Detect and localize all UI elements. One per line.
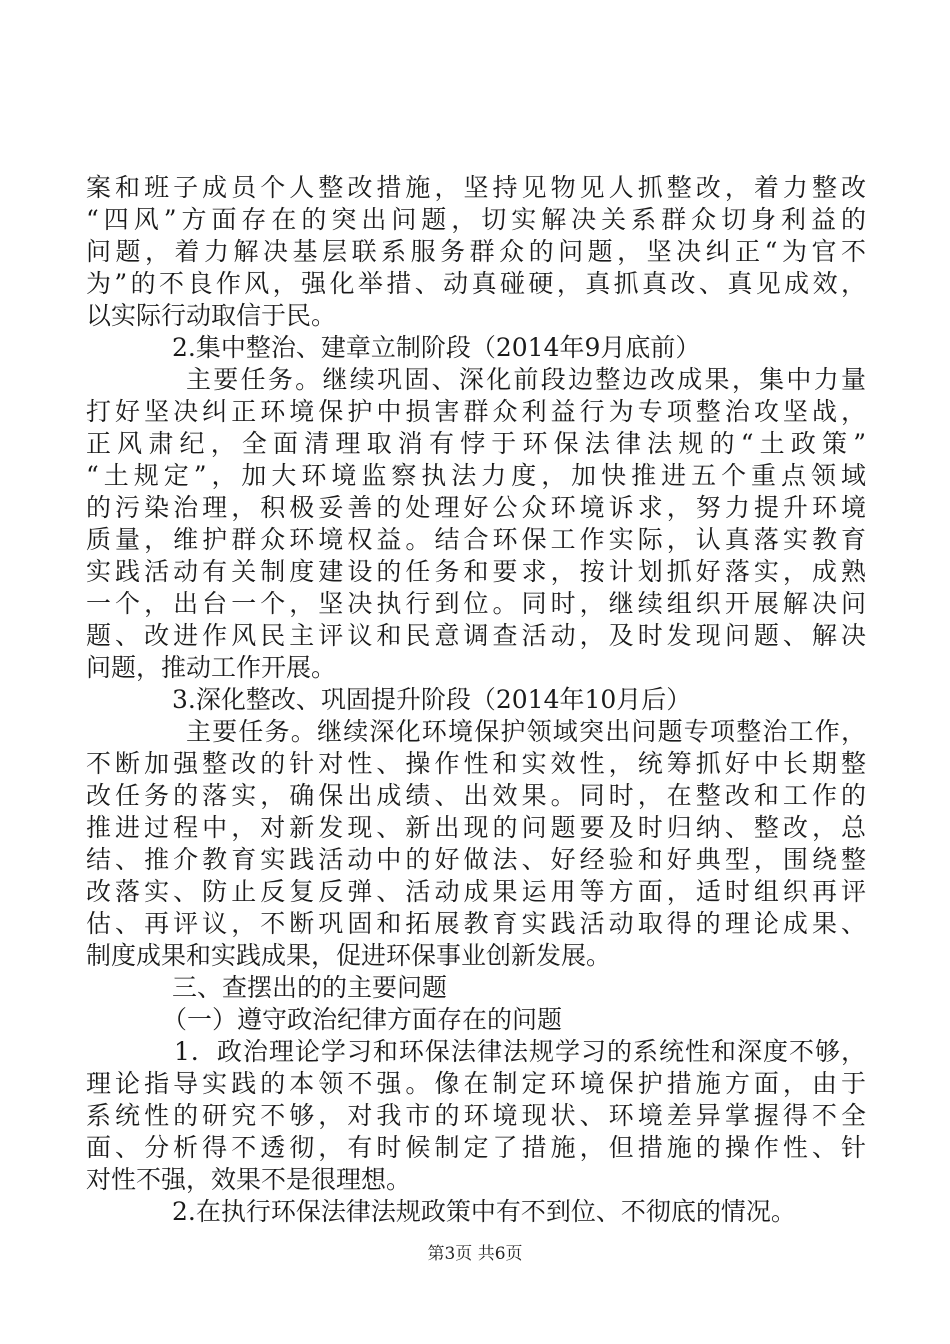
paragraph-line: 实践活动有关制度建设的任务和要求，按计划抓好落实，成熟 <box>86 557 866 586</box>
paragraph-line: 改任务的落实，确保出成绩、出效果。同时，在整改和工作的 <box>86 781 866 810</box>
paragraph-line: “土规定”，加大环境监察执法力度，加快推进五个重点领域 <box>86 461 866 490</box>
page-number: 第3页 共6页 <box>427 1244 523 1264</box>
section-heading: 3.深化整改、巩固提升阶段（2014年10月后） <box>172 685 692 714</box>
paragraph-line: 改落实、防止反复反弹、活动成果运用等方面，适时组织再评 <box>86 877 866 906</box>
paragraph-line: 系统性的研究不够，对我市的环境现状、环境差异掌握得不全 <box>86 1101 866 1130</box>
section-heading: 三、查摆出的的主要问题 <box>172 973 448 1002</box>
paragraph-line: 主要任务。继续深化环境保护领域突出问题专项整治工作， <box>186 717 866 746</box>
paragraph-line: 结、推介教育实践活动中的好做法、好经验和好典型，围绕整 <box>86 845 866 874</box>
paragraph-line: 问题，着力解决基层联系服务群众的问题，坚决纠正“为官不 <box>86 237 866 266</box>
paragraph-line: 题、改进作风民主评议和民意调查活动，及时发现问题、解决 <box>86 621 866 650</box>
paragraph-line: 一个，出台一个，坚决执行到位。同时，继续组织开展解决问 <box>86 589 866 618</box>
paragraph-line: 正风肃纪，全面清理取消有悖于环保法律法规的“土政策” <box>86 429 866 458</box>
paragraph-line: 理论指导实践的本领不强。像在制定环境保护措施方面，由于 <box>86 1069 866 1098</box>
paragraph-line: 估、再评议，不断巩固和拓展教育实践活动取得的理论成果、 <box>86 909 866 938</box>
paragraph-line: 案和班子成员个人整改措施，坚持见物见人抓整改，着力整改 <box>86 173 866 202</box>
paragraph-line: 制度成果和实践成果，促进环保事业创新发展。 <box>86 941 612 970</box>
paragraph-line: 以实际行动取信于民。 <box>86 301 337 330</box>
paragraph-line: 1．政治理论学习和环保法律法规学习的系统性和深度不够， <box>174 1037 866 1066</box>
paragraph-line: 质量，维护群众环境权益。结合环保工作实际，认真落实教育 <box>86 525 866 554</box>
section-heading: 2.集中整治、建章立制阶段（2014年9月底前） <box>172 333 701 362</box>
paragraph-line: 问题，推动工作开展。 <box>86 653 337 682</box>
paragraph-line: 推进过程中，对新发现、新出现的问题要及时归纳、整改，总 <box>86 813 866 842</box>
paragraph-line: 打好坚决纠正环境保护中损害群众利益行为专项整治攻坚战， <box>86 397 866 426</box>
subsection-heading: （一）遵守政治纪律方面存在的问题 <box>162 1005 563 1034</box>
paragraph-line: “四风”方面存在的突出问题，切实解决关系群众切身利益的 <box>86 205 866 234</box>
document-body <box>86 172 866 1228</box>
paragraph-line: 的污染治理，积极妥善的处理好公众环境诉求，努力提升环境 <box>86 493 866 522</box>
paragraph-line: 不断加强整改的针对性、操作性和实效性，统筹抓好中长期整 <box>86 749 866 778</box>
paragraph-line: 面、分析得不透彻，有时候制定了措施，但措施的操作性、针 <box>86 1133 866 1162</box>
paragraph-line: 为”的不良作风，强化举措、动真碰硬，真抓真改、真见成效， <box>86 269 866 298</box>
paragraph-line: 对性不强，效果不是很理想。 <box>86 1165 412 1194</box>
paragraph-line: 主要任务。继续巩固、深化前段边整边改成果，集中力量 <box>186 365 866 394</box>
paragraph-line: 2.在执行环保法律法规政策中有不到位、不彻底的情况。 <box>172 1197 796 1226</box>
